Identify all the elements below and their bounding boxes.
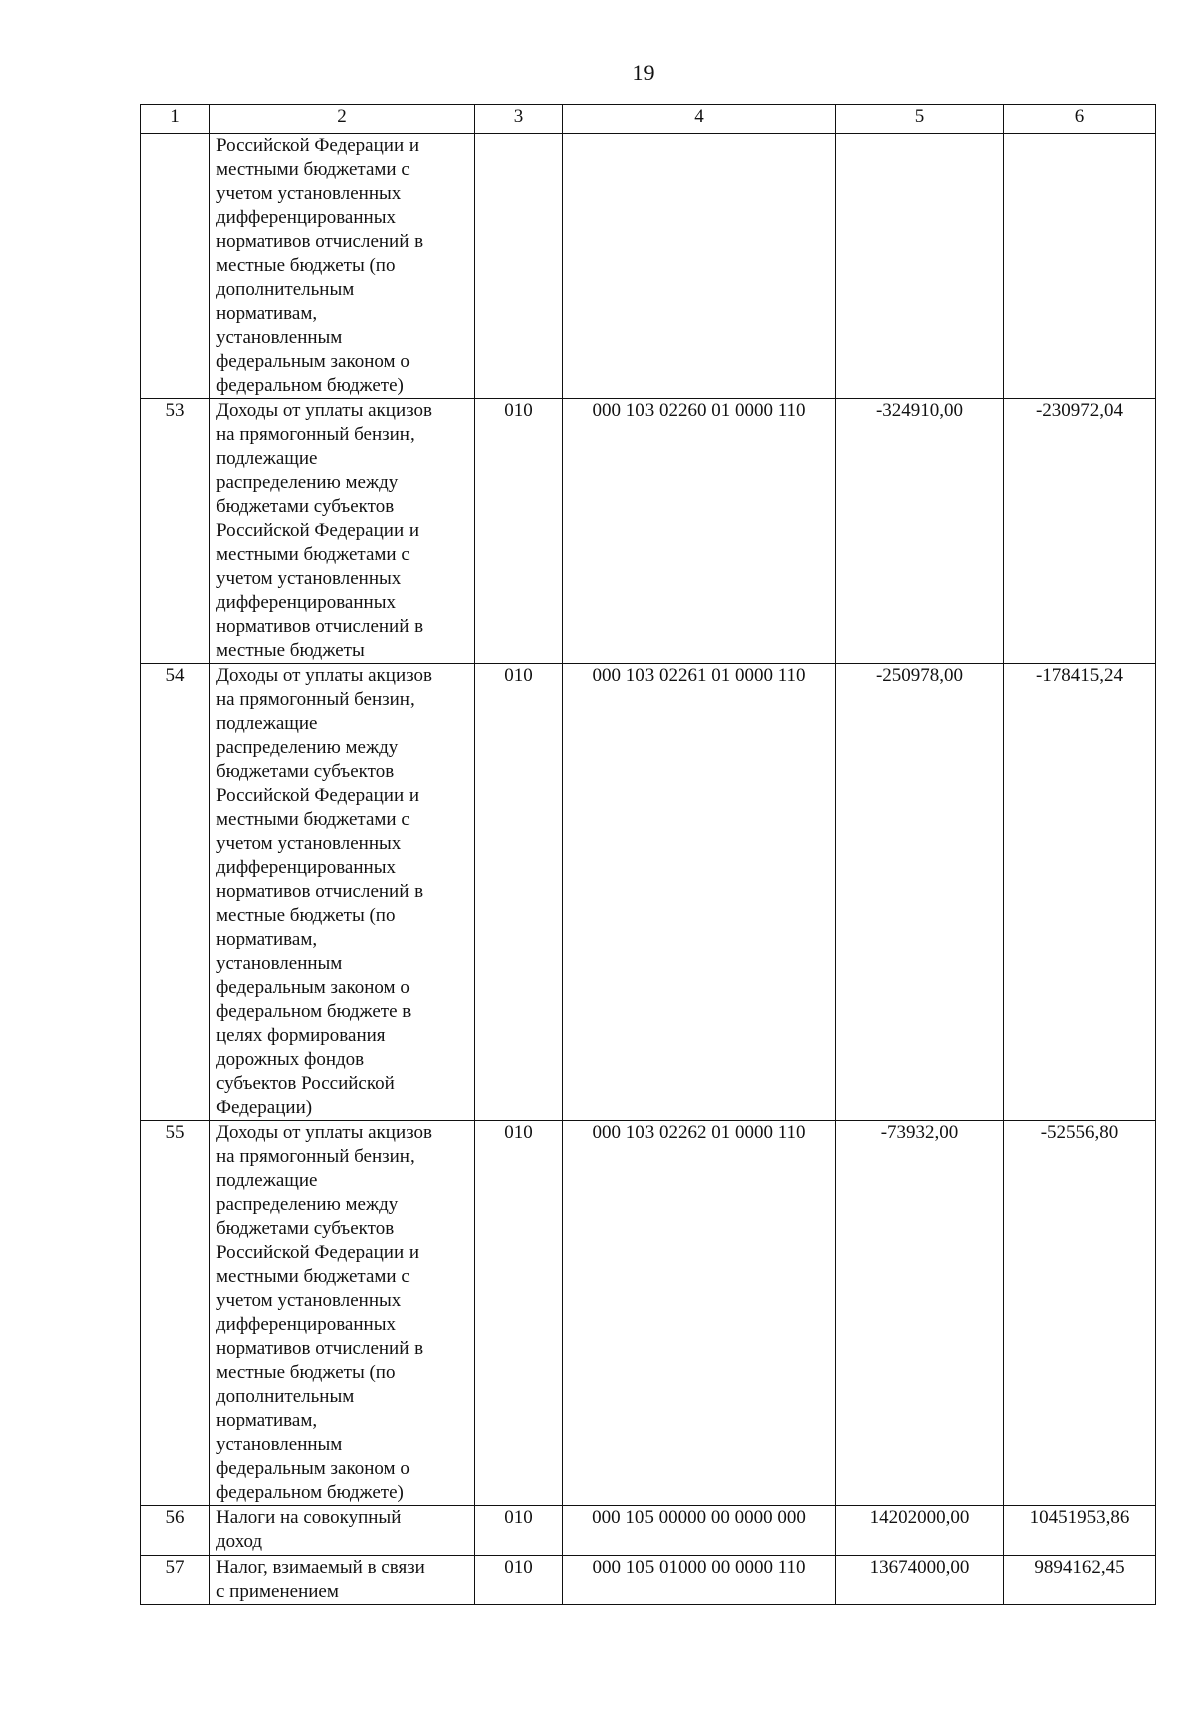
- row-code: 010: [475, 1121, 563, 1506]
- row-fact: -178415,24: [1004, 664, 1156, 1121]
- page-number: 19: [632, 60, 655, 85]
- row-number: [141, 134, 210, 399]
- row-name: Доходы от уплаты акцизов на прямогонный бензин, подлежащие распределению между бюджетами субъектов Российской Федерации и местными бюджетами с учетом установленных дифференцированных нормативов отчислений в местные бюджеты: [210, 399, 475, 664]
- row-plan: -250978,00: [836, 664, 1004, 1121]
- row-fact: [1004, 134, 1156, 399]
- row-number: 56: [141, 1506, 210, 1556]
- row-name: Доходы от уплаты акцизов на прямогонный бензин, подлежащие распределению между бюджетами субъектов Российской Федерации и местными бюджетами с учетом установленных дифференцированных нормативов отчислений в местные бюджеты (по дополнительным нормативам, установленным федеральным законом о федеральном бюджете): [210, 1121, 475, 1506]
- row-plan: -73932,00: [836, 1121, 1004, 1506]
- row-code: [475, 134, 563, 399]
- row-kbk: 000 103 02262 01 0000 110: [563, 1121, 836, 1506]
- table-header-row: [141, 105, 1156, 134]
- row-fact: 9894162,45: [1004, 1556, 1156, 1605]
- row-code: 010: [475, 399, 563, 664]
- row-number: 55: [141, 1121, 210, 1506]
- row-kbk: 000 103 02260 01 0000 110: [563, 399, 836, 664]
- row-fact: 10451953,86: [1004, 1506, 1156, 1556]
- row-name: Налоги на совокупный доход: [210, 1506, 475, 1556]
- table-row: [141, 1556, 1156, 1605]
- table-row: [141, 399, 1156, 664]
- row-fact: -52556,80: [1004, 1121, 1156, 1506]
- table-row: [141, 1506, 1156, 1556]
- row-name: Налог, взимаемый в связи с применением: [210, 1556, 475, 1605]
- row-code: 010: [475, 1556, 563, 1605]
- row-plan: 13674000,00: [836, 1556, 1004, 1605]
- table-row: [141, 664, 1156, 1121]
- row-kbk: [563, 134, 836, 399]
- row-plan: 14202000,00: [836, 1506, 1004, 1556]
- row-plan: -324910,00: [836, 399, 1004, 664]
- row-name: Доходы от уплаты акцизов на прямогонный бензин, подлежащие распределению между бюджетами субъектов Российской Федерации и местными бюджетами с учетом установленных дифференцированных нормативов отчислений в местные бюджеты (по нормативам, установленным федеральным законом о федеральном бюджете в целях формирования дорожных фондов субъектов Российской Федерации): [210, 664, 475, 1121]
- column-header: 6: [1004, 105, 1156, 134]
- row-plan: [836, 134, 1004, 399]
- column-header: 1: [141, 105, 210, 134]
- row-number: 54: [141, 664, 210, 1121]
- row-kbk: 000 105 01000 00 0000 110: [563, 1556, 836, 1605]
- column-header: 5: [836, 105, 1004, 134]
- row-number: 53: [141, 399, 210, 664]
- column-header: 2: [210, 105, 475, 134]
- row-number: 57: [141, 1556, 210, 1605]
- column-header: 4: [563, 105, 836, 134]
- row-kbk: 000 105 00000 00 0000 000: [563, 1506, 836, 1556]
- row-code: 010: [475, 1506, 563, 1556]
- table-row: [141, 1121, 1156, 1506]
- row-code: 010: [475, 664, 563, 1121]
- budget-table: [140, 104, 1156, 1605]
- table-row: [141, 134, 1156, 399]
- row-fact: -230972,04: [1004, 399, 1156, 664]
- row-kbk: 000 103 02261 01 0000 110: [563, 664, 836, 1121]
- column-header: 3: [475, 105, 563, 134]
- row-name: Российской Федерации и местными бюджетами с учетом установленных дифференцированных нормативов отчислений в местные бюджеты (по дополнительным нормативам, установленным федеральным законом о федеральном бюджете): [210, 134, 475, 399]
